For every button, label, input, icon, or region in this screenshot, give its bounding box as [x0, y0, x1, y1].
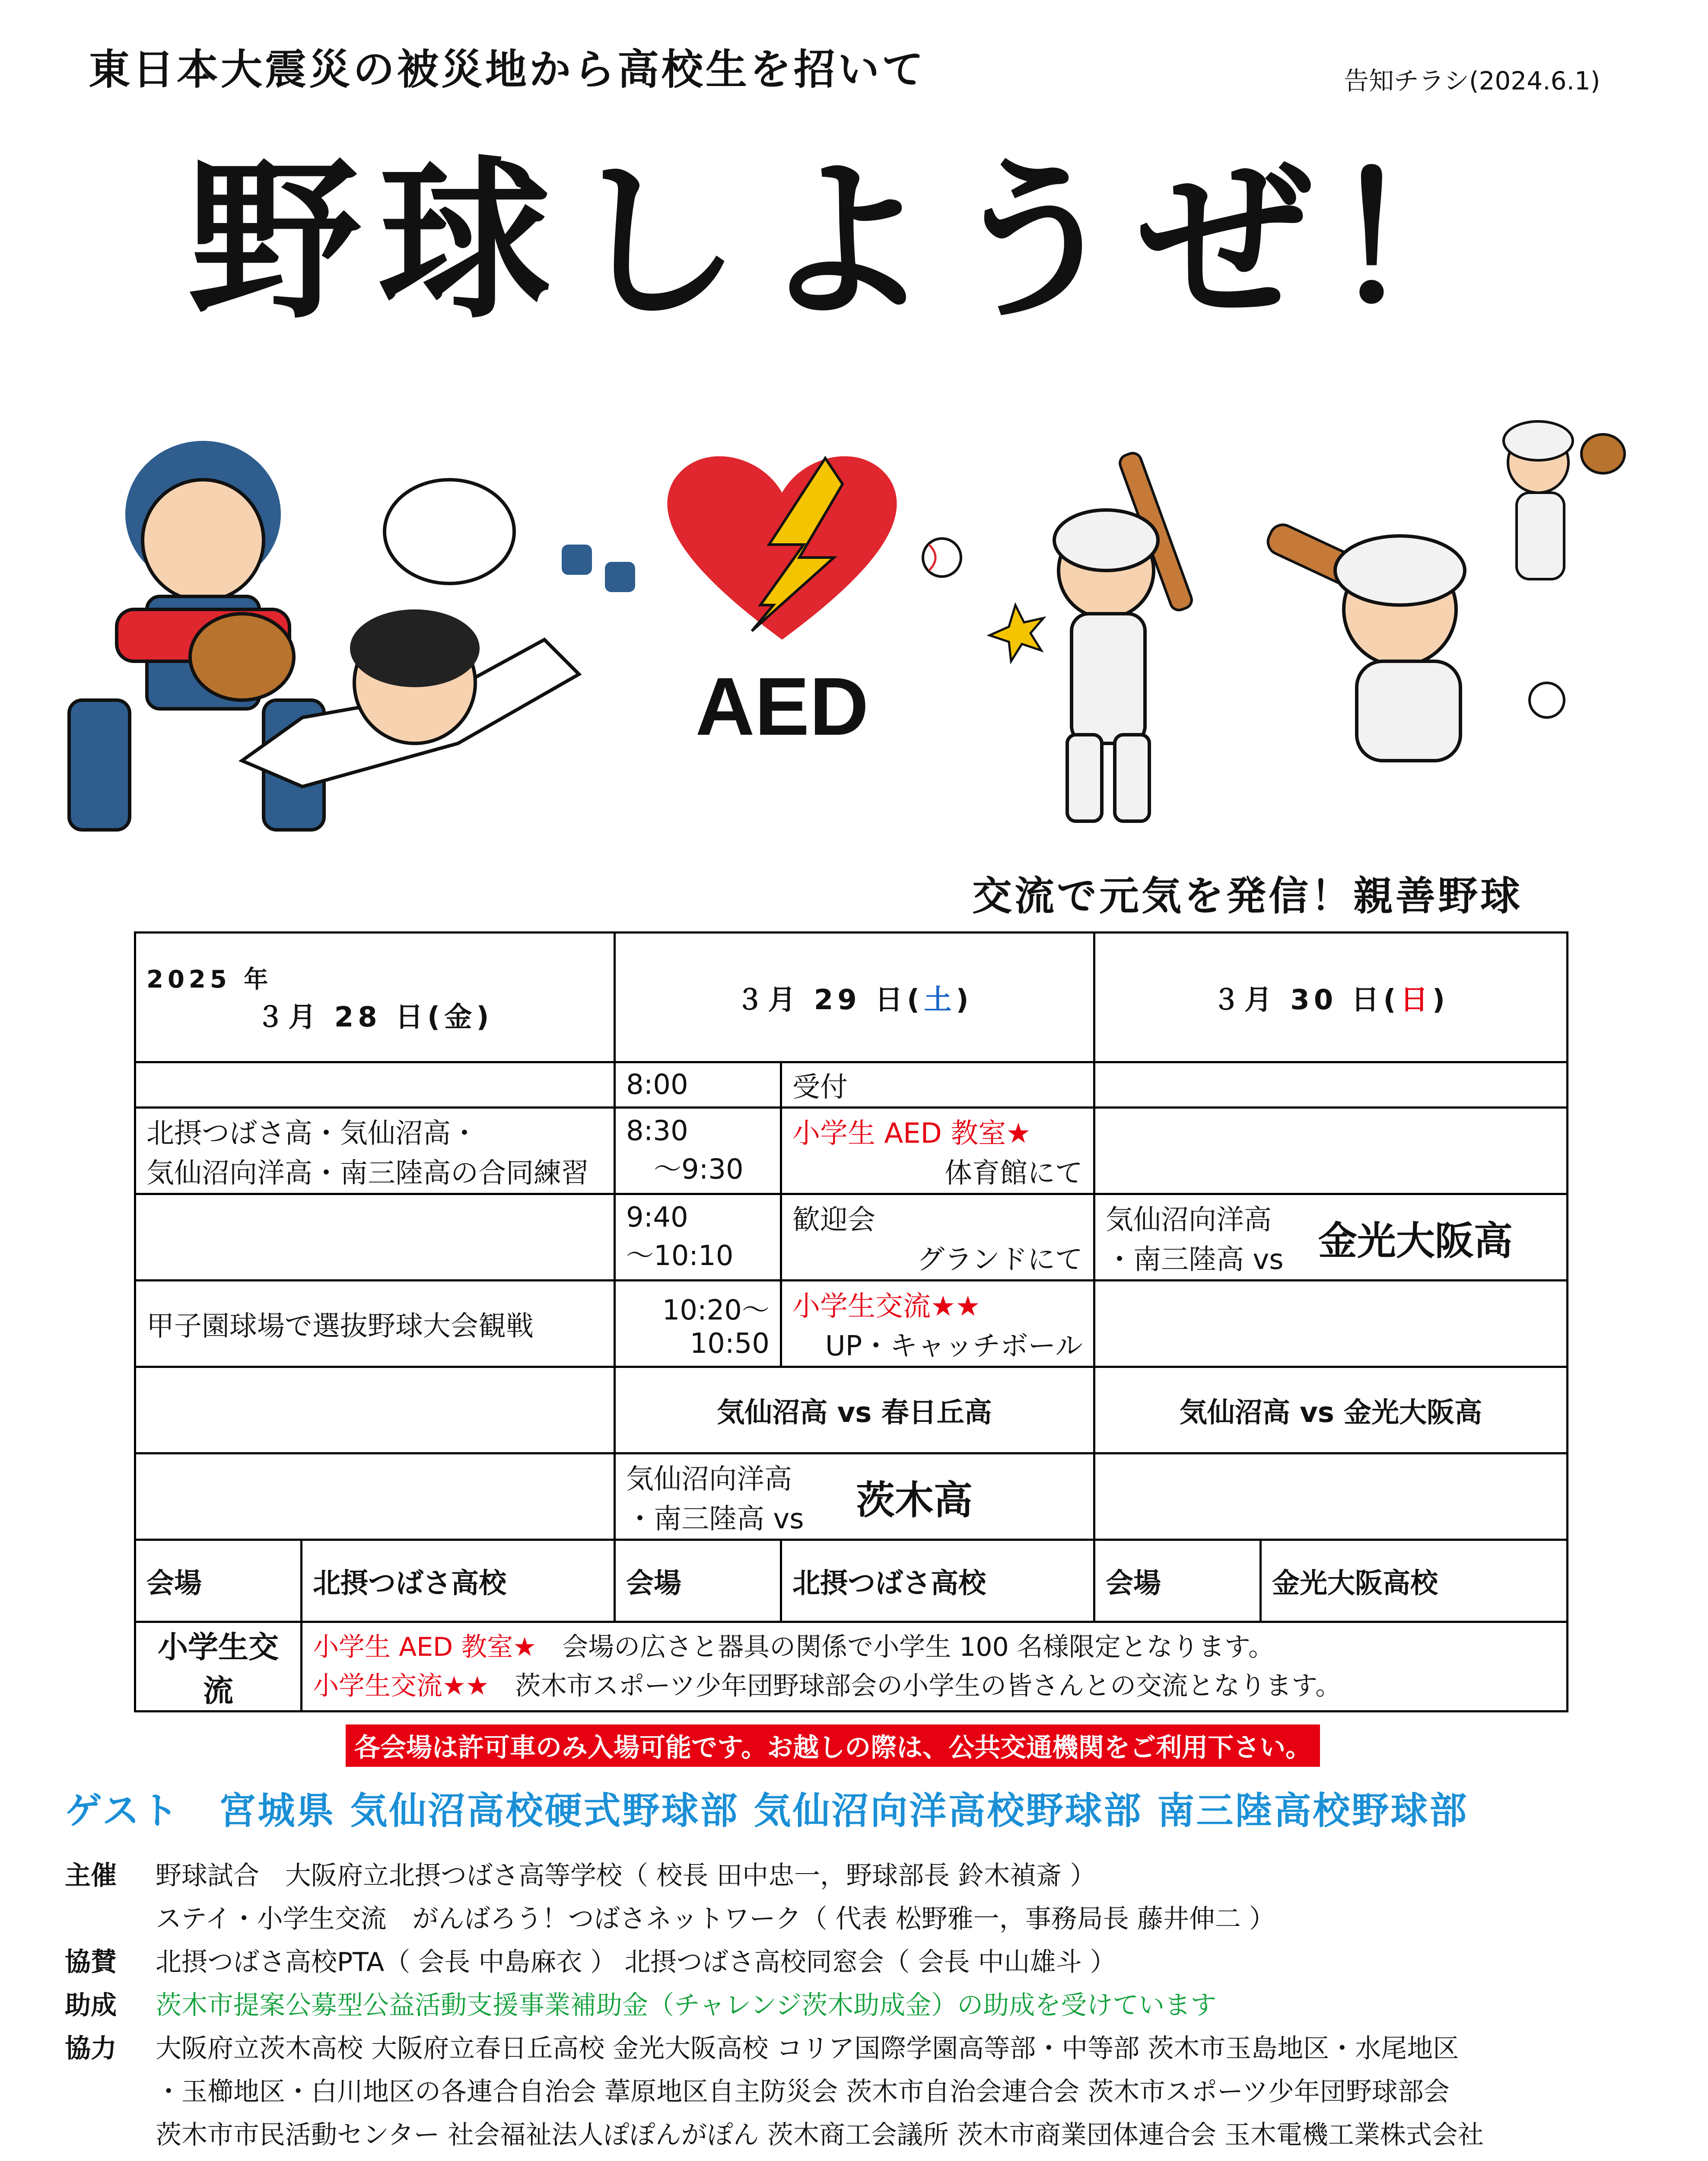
venue-2: 北摂つばさ高校	[781, 1540, 1094, 1622]
venue-label-3: 会場	[1094, 1540, 1261, 1622]
d3-r4-cell	[1094, 1281, 1568, 1367]
year-label: 2025 年	[146, 965, 273, 994]
tagline: 交流で元気を発信！親善野球	[972, 873, 1523, 919]
time-cell: 9:40 ～10:10	[615, 1194, 781, 1281]
d3-r1-cell	[1094, 1062, 1568, 1108]
coop-line-3: 茨木市市民活動センター 社会福祉法人ぽぽんがぽん 茨木商工会議所 茨木市商業団体連合会 玉木電機工業株式会社	[156, 2120, 1484, 2150]
day-header-3: ３月 30 日(日)	[1094, 933, 1568, 1062]
d1-r6-cell	[135, 1453, 615, 1540]
d1-r3-cell	[135, 1194, 615, 1281]
page-title: 野球しようぜ！	[188, 141, 1519, 342]
support-line: 北摂つばさ高校PTA（ 会長 中島麻衣 ） 北摂つばさ高校同窓会（ 会長 中山雄斗 ）	[156, 1947, 1116, 1977]
d3-match-1: 気仙沼向洋高 ・南三陸高 vs 金光大阪高	[1094, 1194, 1568, 1281]
coop-label: 協力	[65, 2034, 117, 2064]
d2-match-2: 気仙沼向洋高 ・南三陸高 vs 茨木高	[615, 1453, 1094, 1540]
d1-koshien: 甲子園球場で選抜野球大会観戦	[135, 1281, 615, 1367]
credits-block	[65, 1854, 1484, 2161]
coop-line-1: 大阪府立茨木高校 大阪府立春日丘高校 金光大阪高校 コリア国際学園高等部・中等部 茨木市玉島地区・水尾地区	[156, 2034, 1459, 2064]
sliding-runner-illustration	[242, 480, 635, 787]
support-label: 協賛	[65, 1947, 117, 1977]
venue-label-2: 会場	[615, 1540, 781, 1622]
d1-r5-cell	[135, 1367, 615, 1453]
schedule-table	[134, 931, 1568, 1712]
fielder-illustration	[1504, 421, 1625, 579]
coop-line-2: ・玉櫛地区・白川地区の各連合自治会 葦原地区自主防災会 茨木市自治会連合会 茨木市スポーツ少年団野球部会	[156, 2077, 1450, 2107]
day-header-2: ３月 29 日(土)	[615, 933, 1094, 1062]
notice-date: 告知チラシ(2024.6.1)	[1344, 66, 1600, 96]
access-banner: 各会場は許可車のみ入場可能です。お越しの際は、公共交通機関をご利用下さい。	[346, 1724, 1320, 1767]
event-subtitle: 東日本大震災の被災地から高校生を招いて	[89, 45, 926, 94]
venue-1: 北摂つばさ高校	[302, 1540, 615, 1622]
time-cell: 8:00	[615, 1062, 781, 1108]
d2-match-1: 気仙沼高 vs 春日丘高	[615, 1367, 1094, 1453]
coop-line-4	[65, 2157, 1484, 2161]
host-line-2: ステイ・小学生交流 がんばろう！つばさネットワーク（ 代表 松野雅一，事務局長 藤井伸二 ）	[156, 1904, 1275, 1934]
event-cell: 受付	[781, 1062, 1094, 1108]
grant-line: 茨木市提案公募型公益活動支援事業補助金（チャレンジ茨木助成金）の助成を受けています	[156, 1990, 1217, 2021]
illustration-banner	[60, 415, 1659, 838]
time-cell: 10:20～ 10:50	[615, 1281, 781, 1367]
event-cell: 小学生 AED 教室★ 体育館にて	[781, 1108, 1094, 1194]
host-line-1: 野球試合 大阪府立北摂つばさ高等学校（ 校長 田中忠一，野球部長 鈴木禎斎 ）	[156, 1861, 1096, 1891]
day-header-1: 2025 年 ３月 28 日(金)	[135, 933, 615, 1062]
event-cell: 小学生交流★★ UP・キャッチボール	[781, 1281, 1094, 1367]
baseball-icon	[923, 539, 961, 577]
time-cell: 8:30 ～9:30	[615, 1108, 781, 1194]
impact-star-icon	[989, 605, 1043, 661]
venue-label-1: 会場	[135, 1540, 302, 1622]
kids-exchange-label: 小学生交流	[135, 1622, 302, 1712]
batter-illustration	[1054, 451, 1194, 821]
d1-r1-cell	[135, 1062, 615, 1108]
kids-exchange-details: 小学生 AED 教室★ 会場の広さと器具の関係で小学生 100 名様限定となります。 小学生交流★★ 茨木市スポーツ少年団野球部会の小学生の皆さんとの交流となります。	[302, 1622, 1568, 1712]
host-label: 主催	[65, 1861, 117, 1891]
venue-3: 金光大阪高校	[1261, 1540, 1568, 1622]
aed-heart-icon	[667, 456, 897, 640]
event-cell: 歓迎会 グランドにて	[781, 1194, 1094, 1281]
schedule-day-row	[135, 933, 1568, 1062]
aed-label: AED	[695, 661, 869, 752]
guest-line: ゲスト 宮城県 気仙沼高校硬式野球部 気仙沼向洋高校野球部 南三陸高校野球部	[65, 1789, 1469, 1833]
d1-joint-practice: 北摂つばさ高・気仙沼高・ 気仙沼向洋高・南三陸高の合同練習	[135, 1108, 615, 1194]
d3-r6-cell	[1094, 1453, 1568, 1540]
d3-r2-cell	[1094, 1108, 1568, 1194]
d3-match-2: 気仙沼高 vs 金光大阪高	[1094, 1367, 1568, 1453]
grant-label: 助成	[65, 1990, 117, 2021]
